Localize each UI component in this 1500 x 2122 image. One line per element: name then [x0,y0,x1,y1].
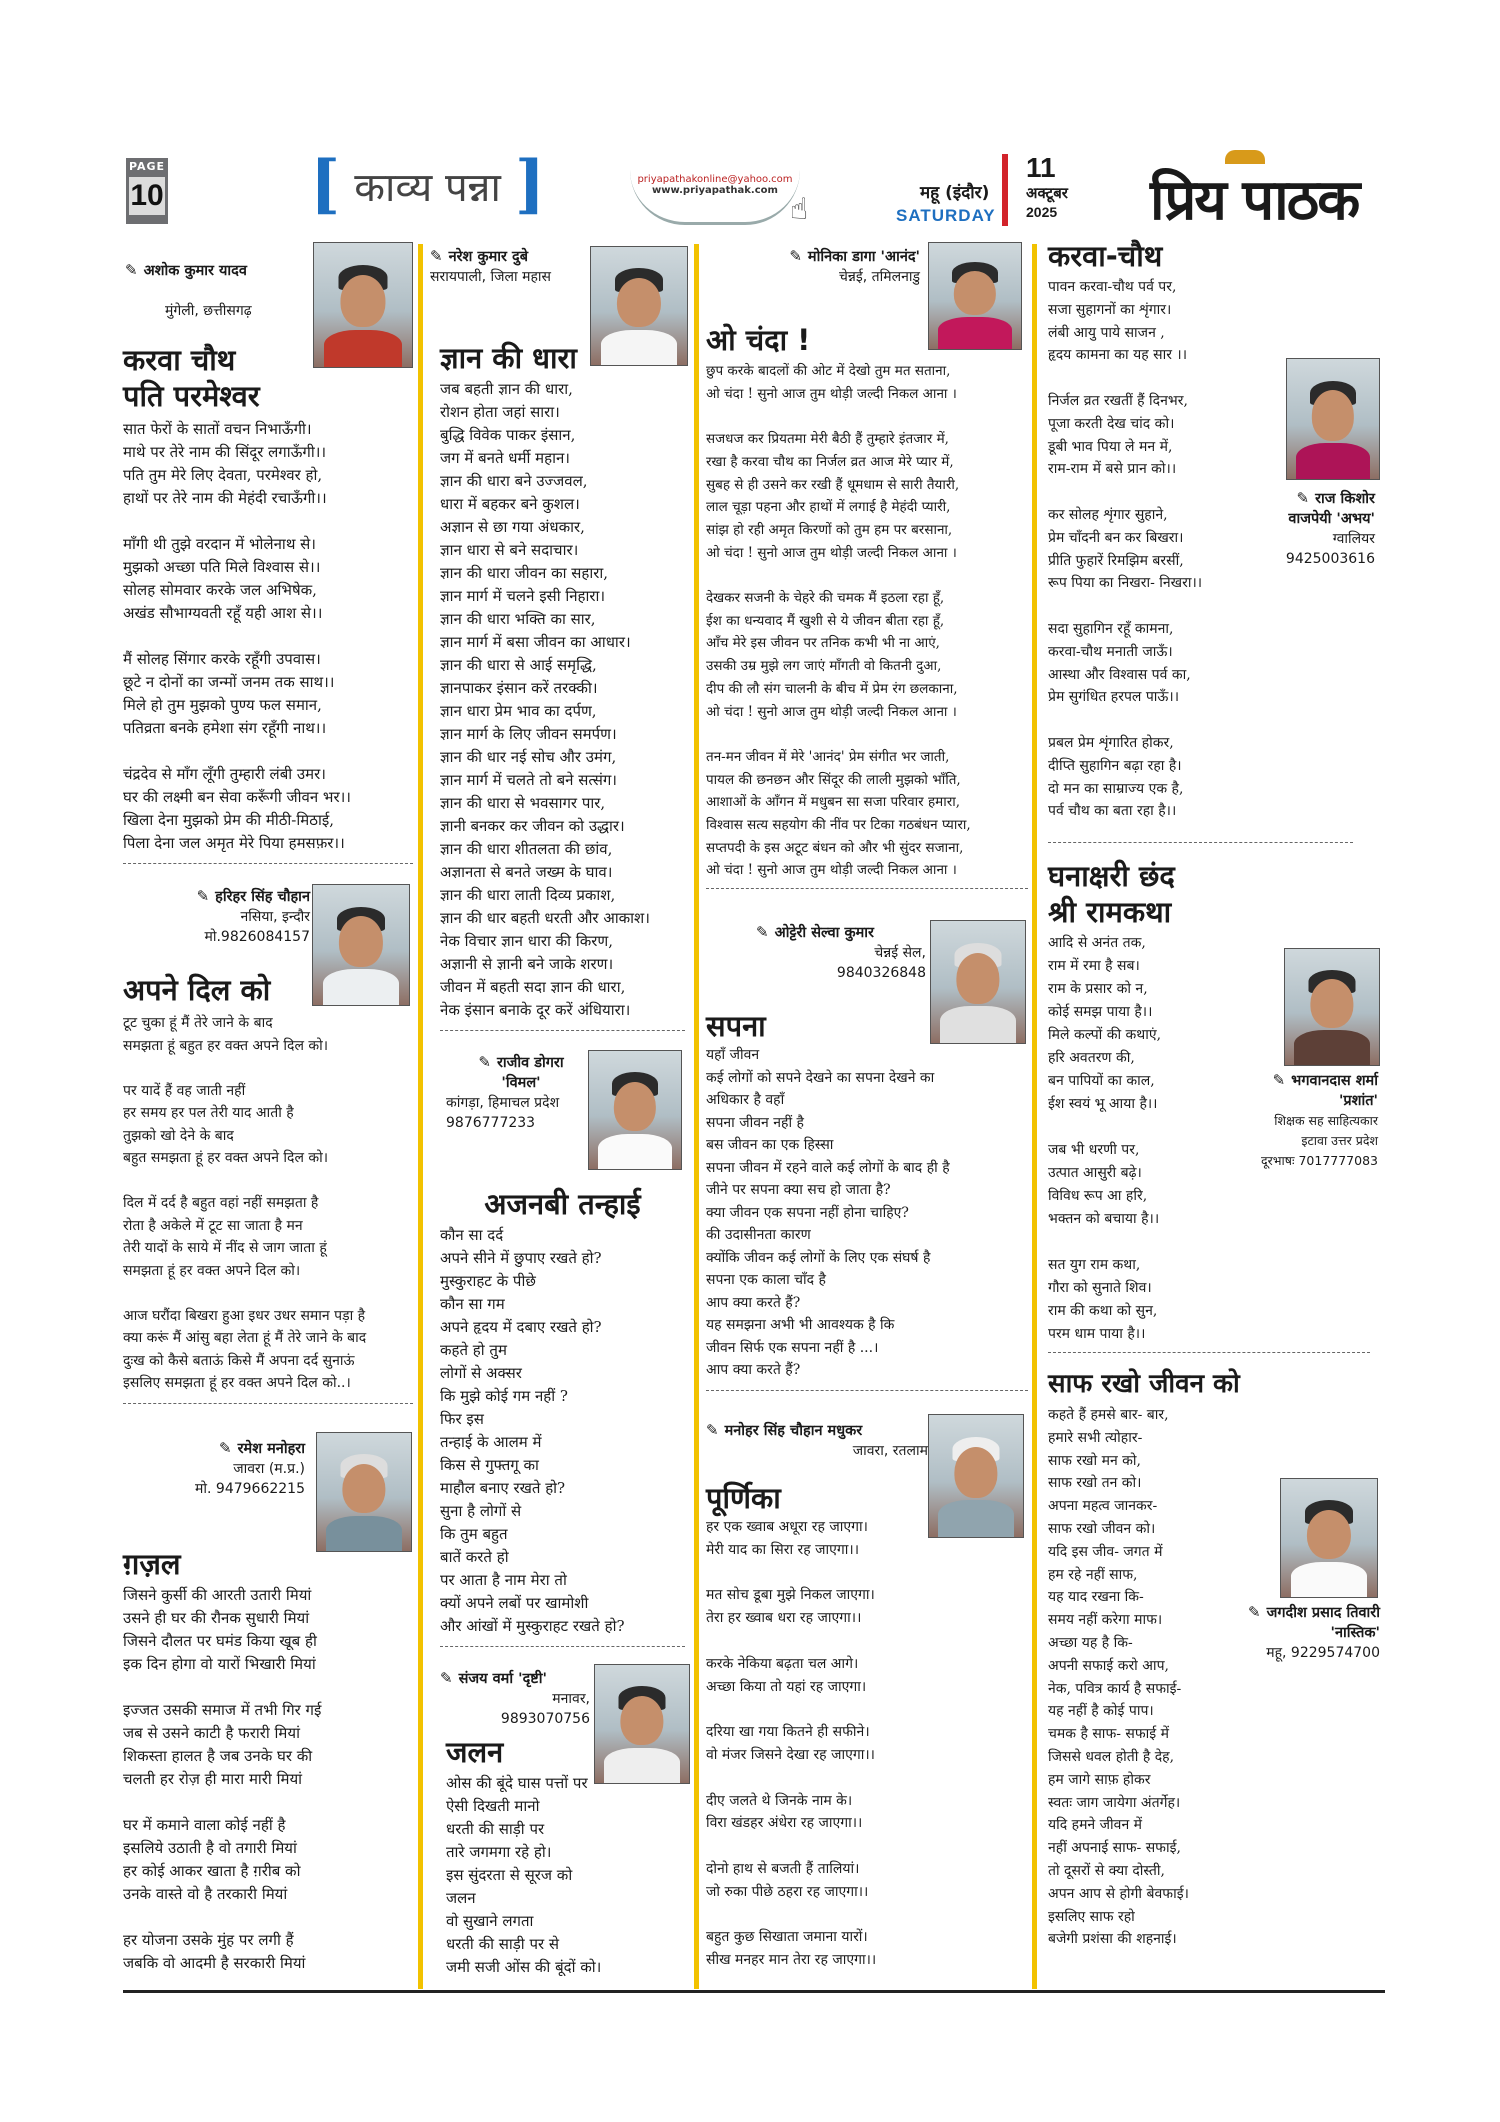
divider [123,1403,413,1404]
poem-title: ओ चंदा ! [706,323,811,357]
page-number: 10 [129,177,165,215]
poem-text: कहते हैं हमसे बार- बार, हमारे सभी त्योहार- साफ रखो मन को, साफ रखो तन को। अपना महत्व जानकर- साफ रखो जीवन को। यदि इस जीव- जगत में हम रहे नहीं साफ, यह याद रखना कि- समय नहीं करेगा माफ। अच्छा यह है कि- अपनी सफाई करो आप, नेक, पवित्र कार्य है सफाई- यह नहीं है कोई पाप। चमक है साफ- सफाई में जिससे धवल होती है देह, हम जागे साफ़ होकर स्वतः जाग जायेगा अंतर्गेह। यदि हमने जीवन में नहीं अपनाई साफ- सफाई, तो दूसरों से क्या दोस्ती, अपन आप से होगी बेवफाई। इसलिए साफ रहो बजेगी प्रशंसा की शहनाई। [1048,1407,1189,1948]
page-number-box [126,158,168,224]
section-title [310,147,560,222]
city-label: महू (इंदौर) [920,183,990,203]
author-photo [316,1432,412,1552]
website-text[interactable]: www.priyapathak.com [652,185,778,196]
poem-text: टूट चुका हूं मैं तेरे जाने के बाद समझता हूं बहुत हर वक्त अपने दिल को। पर यादें हैं वह जाती नहीं हर समय हर पल तेरी याद आती है तुझको खो देने के बाद बहुत समझता हूं हर वक्त अपने दिल को। दिल में दर्द है बहुत वहां नहीं समझता है रोता है अकेले में टूट सा जाता है मन तेरी यादों के साये में नींद से जाग जाता हूं समझता हूं हर वक्त अपने दिल को। आज घरौंदा बिखरा हुआ इधर उधर समान पड़ा है क्या करूं मैं आंसु बहा लेता हूं मैं तेरे जाने के बाद दुःख को कैसे बताऊं किसे मैं अपना दर्द सुनाऊं इसलिए समझता हूं हर वक्त अपने दिल को..। [123,1015,367,1391]
author-block [1218,1070,1378,1171]
poem-title: अजनबी तन्हाई [484,1187,641,1221]
poem-title: जलन [446,1735,504,1769]
pen-icon: ✎ [125,261,138,279]
author-block [446,1052,596,1133]
divider [706,1390,1028,1391]
column-divider [694,244,699,1989]
section-title-text: काव्य पन्ना [354,164,501,211]
newspaper-logo: प्रिय पाठक [1150,167,1359,233]
author-block [706,1420,928,1461]
poem-sapna [706,1008,1028,1391]
author-block [140,886,310,947]
poem-gyan-ki-dhara [440,340,685,1031]
divider [440,1030,685,1031]
author-block [150,1438,305,1499]
poem-text: सात फेरों के सातों वचन निभाऊँगी। माथे पर तेरे नाम की सिंदूर लगाऊँगी।। पति तुम मेरे लिए देवता, परमेश्वर हो, हाथों पर तेरे नाम की मेहंदी रचाऊँगी।। माँगी थी तुझे वरदान में भोलेनाथ से। मुझको अच्छा पति मिले विश्वास से।। सोलह सोमवार करके जल अभिषेक, अखंड सौभाग्यवती रहूँ यही आश से।। मैं सोलह सिंगार करके रहूँगी उपवास। छूटे न दोनों का जन्मों जनम तक साथ।। मिले हो तुम मुझको पुण्य फल समान, पतिव्रता बनके हमेशा संग रहूँगी नाथ।। चंद्रदेव से माँग लूँगी तुम्हारी लंबी उमर। घर की लक्ष्मी बन सेवा करूँगी जीवन भर।। खिला देना मुझको प्रेम की मीठी-मिठाई, पिला देना जल अमृत मेरे पिया हमसफ़र।। [123,420,351,852]
author-name: मोनिका डागा 'आनंद' [807,249,920,265]
author-place: ग्वालियर 9425003616 [1285,531,1375,567]
pen-icon: ✎ [196,887,210,905]
author-place: जावरा (म.प्र.) मो. 9479662215 [195,1461,305,1497]
author-name: जगदीश प्रसाद तिवारी 'नास्तिक' [1266,1605,1380,1641]
poem-ghazal [123,1546,413,1975]
column-divider [1032,244,1037,1989]
author-place: मुंगेली, छत्तीसगढ़ [165,303,252,319]
author-name: ओट्टेरी सेल्वा कुमार [774,925,874,941]
date-year: 2025 [1026,204,1058,220]
author-photo [1286,358,1380,480]
pen-icon: ✎ [1248,1603,1261,1621]
poem-jalan [446,1734,606,1979]
page-label: PAGE [128,160,166,173]
author-block [720,246,920,287]
divider [1048,842,1353,843]
contact-block [630,170,800,225]
date-block [1026,154,1068,219]
pen-icon: ✎ [789,247,802,265]
author-photo [588,1050,682,1170]
author-name: राज किशोर वाजपेयी 'अभय' [1288,491,1375,527]
poem-title: ग़ज़ल [123,1547,181,1581]
author-place: नसिया, इन्दौर मो.9826084157 [204,909,310,945]
author-name: मनोहर सिंह चौहान मधुकर [724,1423,863,1439]
author-name: राजीव डोगरा 'विमल' [496,1055,564,1091]
poem-title: साफ रखो जीवन को [1048,1369,1240,1399]
author-photo [594,1664,690,1784]
date-day: 11 [1026,152,1056,183]
pen-icon: ✎ [440,1669,453,1687]
author-place: महू, 9229574700 [1266,1645,1380,1661]
author-name: नरेश कुमार दुबे [448,249,528,265]
poem-title: ज्ञान की धारा [440,341,577,375]
email-text[interactable]: priyapathakonline@yahoo.com [637,174,793,185]
poem-title: पूर्णिका [706,1481,781,1515]
poem-text: कौन सा दर्द अपने सीने में छुपाए रखते हो? मुस्कुराहट के पीछे कौन सा गम अपने हृदय में दबाए रखते हो? कहते हो तुम लोगों से अक्सर कि मुझे कोई गम नहीं ? फिर इस तन्हाई के आलम में किस से गुफ्तगू का माहौल बनाए रखते हो? सुना है लोगों से कि तुम बहुत बातें करते हो पर आता है नाम मेरा तो क्यों अपने लबों पर खामोशी और आंखों में मुस्कुराहट रखते हो? [440,1226,625,1635]
author-photo [1280,1478,1378,1598]
divider [1048,1352,1370,1353]
poem-text: छुप करके बादलों की ओट में देखो तुम मत सताना, ओ चंदा ! सुनो आज तुम थोड़ी जल्दी निकल आना । सजधज कर प्रियतमा मेरी बैठी हैं तुम्हारे इंतजार में, रखा है करवा चौथ का निर्जल व्रत आज मेरे प्यार में, सुबह से ही उसने कर रखी हैं धूमधाम से सारी तैयारी, लाल चूड़ा पहना और हाथों में लगाई है मेहंदी प्यारी, सांझ हो रही अमृत किरणों को तुम हम पर बरसाना, ओ चंदा ! सुनो आज तुम थोड़ी जल्दी निकल आना । देखकर सजनी के चेहरे की चमक मैं इठला रहा हूँ, ईश का धन्यवाद मैं खुशी से ये जीवन बीता रहा हूँ, आँच मेरे इस जीवन पर तनिक कभी भी ना आएं, उसकी उम्र मुझे लग जाएं माँगती वो कितनी दुआ, दीप की लौ संग चालनी के बीच में प्रेम रंग छलकाना, ओ चंदा ! सुनो आज तुम थोड़ी जल्दी निकल आना । तन-मन जीवन में मेरे 'आनंद' प्रेम संगीत भर जाती, पायल की छनछन और सिंदूर की लाली मुझको भाँति, आशाओं के आँगन में मधुबन सा सजा परिवार हमारा, विश्वास सत्य सहयोग की नींव पर टिका गठबंधन प्यारा, सप्तपदी के इस अटूट बंधन को और भी सुंदर सजाना, ओ चंदा ! सुनो आज तुम थोड़ी जल्दी निकल आना । [706,363,971,879]
column-divider [418,244,423,1989]
date-month: अक्टूबर [1026,184,1068,202]
poem-text: ओस की बूंदे घास पत्तों पर ऐसी दिखती मानो धरती की साड़ी पर तारे जगमगा रहे हो। इस सुंदरता से सूरज को जलन वो सुखाने लगता धरती की साड़ी पर से जमी सजी ओंस की बूंदों को। [446,1774,602,1976]
pen-icon: ✎ [219,1439,232,1457]
pen-icon: ✎ [1272,1071,1286,1089]
author-name: हरिहर सिंह चौहान [215,889,310,905]
poem-title: सपना [706,1009,766,1043]
author-name: भगवानदास शर्मा 'प्रशांत' [1291,1073,1378,1109]
poem-title: करवा चौथ पति परमेश्वर [123,343,260,413]
author-block [430,246,590,287]
pen-icon: ✎ [756,923,769,941]
pen-icon: ✎ [1296,489,1310,507]
author-place: चेन्नई, तमिलनाडु [838,269,920,285]
author-place: सरायपाली, जिला महास [430,269,552,285]
author-place: कांगड़ा, हिमाचल प्रदेश 9876777233 [446,1095,560,1131]
divider [440,1646,685,1647]
author-place: मनावर, 9893070756 [500,1691,590,1727]
pen-icon: ✎ [478,1053,491,1071]
weekday-label: SATURDAY [896,206,996,225]
author-block [1205,1602,1380,1663]
poem-purnika [706,1480,946,1972]
date-divider [1002,154,1008,226]
poem-text: जब बहती ज्ञान की धारा, रोशन होता जहां सारा। बुद्धि विवेक पाकर इंसान, जग में बनते धर्मी महान। ज्ञान की धारा बने उज्जवल, धारा में बहकर बने कुशल। अज्ञान से छा गया अंधकार, ज्ञान धारा से बने सदाचार। ज्ञान की धारा जीवन का सहारा, ज्ञान मार्ग में चलने इसी निहारा। ज्ञान की धारा भक्ति का सार, ज्ञान मार्ग में बसा जीवन का आधार। ज्ञान की धारा से आई समृद्धि, ज्ञानपाकर इंसान करें तरक्की। ज्ञान धारा प्रेम भाव का दर्पण, ज्ञान मार्ग के लिए जीवन समर्पण। ज्ञान की धार नई सोच और उमंग, ज्ञान मार्ग में चलते तो बने सत्संग। ज्ञान की धारा से भवसागर पार, ज्ञानी बनकर कर जीवन को उद्धार। ज्ञान की धारा शीतलता की छांव, अज्ञानता से बनते जख्म के घाव। ज्ञान की धारा लाती दिव्य प्रकाश, ज्ञान की धार बहती धरती और आकाश। नेक विचार ज्ञान धारा की किरण, अज्ञानी से ज्ञानी बने जाके शरण। जीवन में बहती सदा ज्ञान की धारा, नेक इंसान बनाके दूर करें अंधियारा। [440,380,650,1019]
pen-icon: ✎ [430,247,443,265]
poem-text: जिसने कुर्सी की आरती उतारी मियां उसने ही घर की रौनक सुधारी मियां जिसने दौलत पर घमंड किया खूब ही इक दिन होगा वो यारों भिखारी मियां इज्जत उसकी समाज में तभी गिर गई जब से उसने काटी है फरारी मियां शिकस्ता हालत है जब उनके घर की चलती हर रोज़ ही मारा मारी मियां घर में कमाने वाला कोई नहीं है इसलिये उठाती है वो तगारी मियां हर कोई आकर खाता है ग़रीब को उनके वास्ते वो है तरकारी मियां हर योजना उसके मुंह पर लगी हैं जबकि वो आदमी है सरकारी मियां [123,1586,322,1972]
footer-rule [123,1990,1385,1993]
poem-title: करवा-चौथ [1048,239,1163,273]
pen-icon: ✎ [706,1421,719,1439]
poem-text: हर एक ख्वाब अधूरा रह जाएगा। मेरी याद का सिरा रह जाएगा।। मत सोच डूबा मुझे निकल जाएगा। तेरा हर ख्वाब धरा रह जाएगा।। करके नेकिया बढ़ता चल आगे। अच्छा किया तो यहां रह जाएगा। दरिया खा गया कितने ही सफीने। वो मंजर जिसने देखा रह जाएगा।। दीए जलते थे जिनके नाम के। विरा खंडहर अंधेरा रह जाएगा।। दोनो हाथ से बजती हैं तालियां। जो रुका पीछे ठहरा रह जाएगा।। बहुत कुछ सिखाता जमाना यारों। सीख मनहर मान तेरा रह जाएगा।। [706,1519,877,1969]
author-name: संजय वर्मा 'दृष्टी' [458,1671,547,1687]
poem-apne-dil-ko [123,972,413,1404]
bracket-right: ] [514,147,546,222]
poem-o-chanda [706,322,1028,889]
poem-text: यहाँ जीवन कई लोगों को सपने देखने का सपना देखने का अधिकार है वहाँ सपना जीवन नहीं है बस जीवन का एक हिस्सा सपना जीवन में रहने वाले कई लोगों के बाद ही है जीने पर सपना क्या सच हो जाता है? क्या जीवन एक सपना नहीं होना चाहिए? की उदासीनता कारण क्योंकि जीवन कई लोगों के लिए एक संघर्ष है सपना एक काला चाँद है आप क्या करते हैं? यह समझना अभी भी आवश्यक है कि जीवन सिर्फ एक सपना नहीं है ...। आप क्या करते हैं? [706,1047,950,1378]
pointing-hand-icon: ☝ [790,192,809,227]
author-name: अशोक कुमार यादव [143,263,247,279]
author-photo [1284,948,1380,1066]
poem-title: घनाक्षरी छंद श्री रामकथा [1048,859,1175,929]
author-place: शिक्षक सह साहित्यकार इटावा उत्तर प्रदेश दूरभाषः 7017777083 [1260,1113,1378,1168]
poem-karva-chauth [123,342,413,864]
author-place: जावरा, रतलाम [852,1443,928,1459]
poem-text: पावन करवा-चौथ पर्व पर, सजा सुहागनों का शृंगार। लंबी आयु पाये साजन , हृदय कामना का यह सार ।। निर्जल व्रत रखतीं हैं दिनभर, पूजा करती देख चांद को। डूबी भाव पिया ले मन में, राम-राम में बसे प्रान को।। कर सोलह शृंगार सुहाने, प्रेम चाँदनी बन कर बिखरा। प्रीति फुहारें रिमझिम बरसीं, रूप पिया का निखरा- निखरा।। सदा सुहागिन रहूँ कामना, करवा-चौथ मनाती जाऊँ। आस्था और विश्वास पर्व का, प्रेम सुगंधित हरपल पाऊँ।। प्रबल प्रेम शृंगारित होकर, दीप्ति सुहागिन बढ़ा रहा है। दो मन का साम्राज्य एक है, पर्व चौथ का बता रहा है।। [1048,279,1203,820]
author-name: रमेश मनोहरा [237,1441,305,1457]
poem-text: आदि से अनंत तक, राम में रमा है सब। राम के प्रसार को न, कोई समझ पाया है।। मिले कल्पों की कथाएं, हरि अवतरण की, बन पापियों का काल, ईश स्वयं भू आया है।। जब भी धरणी पर, उत्पात आसुरी बढ़े। विविध रूप आ हरि, भक्तन को बचाया है।। सत युग राम कथा, गौरा को सुनाते शिव। राम की कथा को सुन, परम धाम पाया है।। [1048,935,1162,1342]
author-place: चेन्नई सेल, 9840326848 [836,945,926,981]
poem-title: अपने दिल को [123,973,271,1007]
author-block [1230,488,1375,569]
divider [123,863,413,864]
author-block [440,1668,590,1729]
divider [706,888,1028,889]
bracket-left: [ [310,147,341,222]
poem-ajnabi-tanhai [440,1186,685,1647]
author-block [756,922,926,983]
